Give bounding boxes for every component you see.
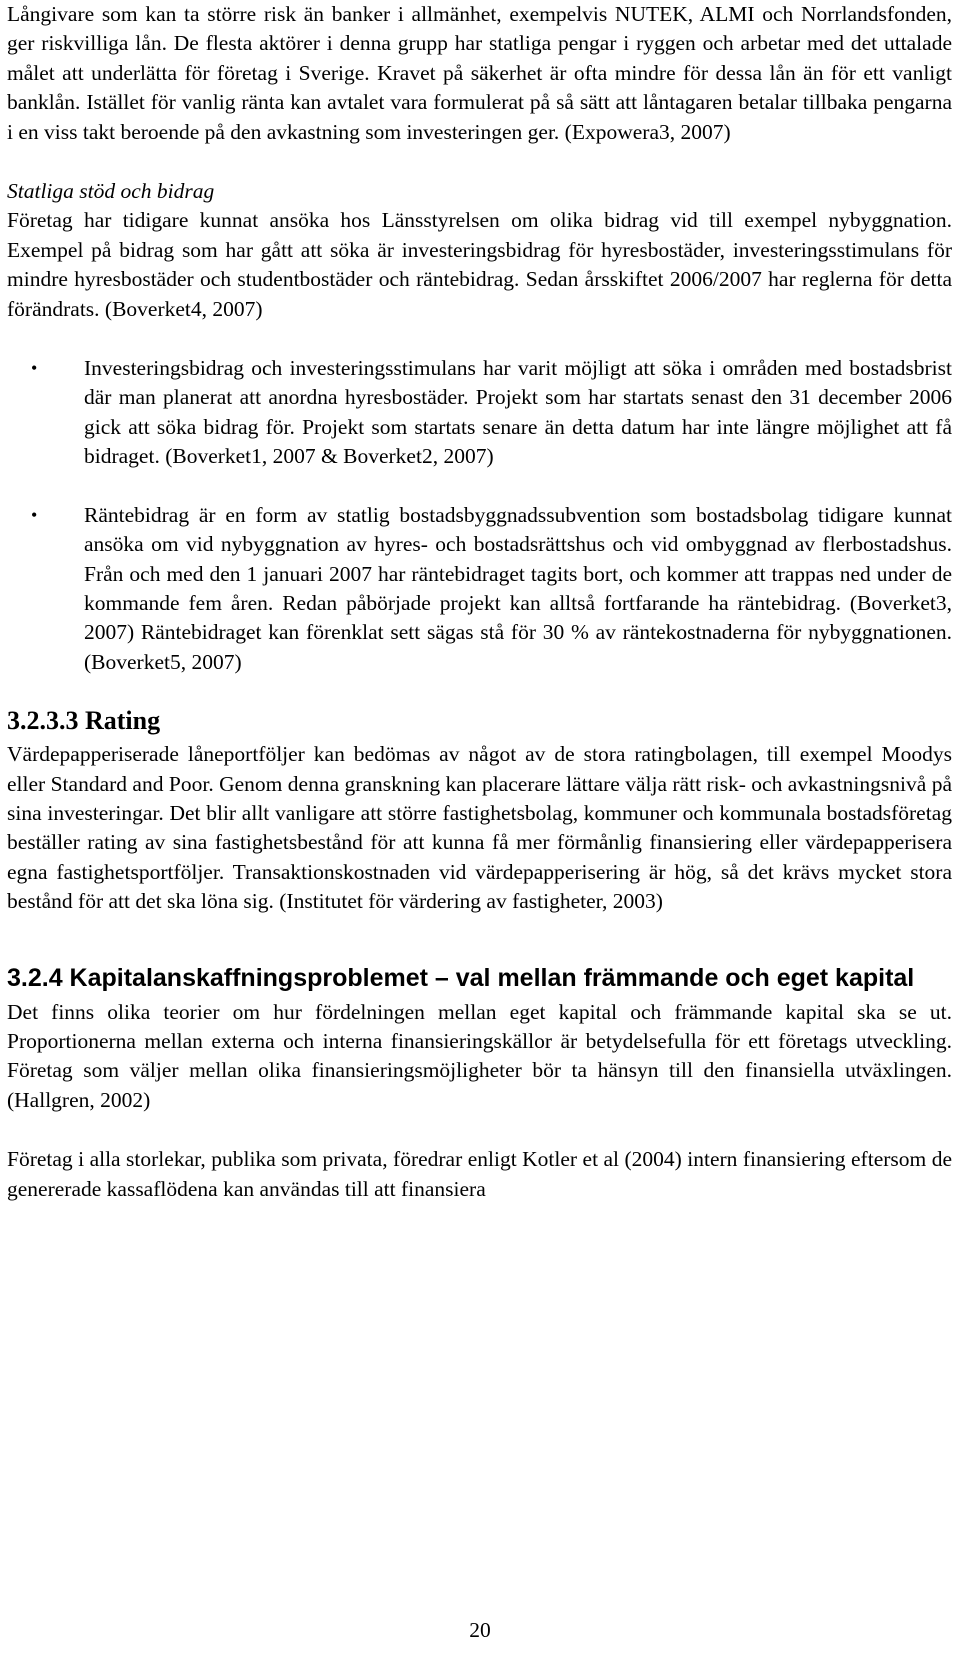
rating-paragraph: Värdepapperiserade låneportföljer kan bedömas av något av de stora ratingbolagen, till exempel Moodys eller Standard and Poor. Genom denna granskning kan placerare lättare välja rätt risk- och avkastningsnivå på sina investeringar. Det blir allt vanligare att större fastighetsbolag, kommuner och kommunala bostadsföretag beställer rating av sina fastighetsbestånd för att kunna få mer förmånlig finansiering eller värdepapperisera egna fastighetsportföljer. Transaktionskostnaden vid värdepapperisering är hög, så det krävs mycket stora bestånd för att det ska löna sig. (Institutet för värdering av fastigheter, 2003) [7,742,952,914]
intro-paragraph: Långivare som kan ta större risk än banker i allmänhet, exempelvis NUTEK, ALMI och Norrlandsfonden, ger riskvilliga lån. De flesta aktörer i denna grupp har statliga pengar i ryggen och arbetar med det uttalade målet att underlätta för företag i Sverige. Kravet på säkerhet är ofta mindre för dessa lån än för ett vanligt banklån. Istället för vanlig ränta kan avtalet vara formulerat på så sätt att låntagaren betalar tillbaka pengarna i en viss takt beroende på den avkastning som investeringen ger. (Expowera3, 2007) [7,2,952,144]
bullet-icon: • [31,504,38,525]
bullet-text: Räntebidrag är en form av statlig bostadsbyggnadssubvention som bostadsbolag tidigare kunnat ansöka om vid nybyggnation av hyres- och bostadsrättshus och vid ombyggnad av flerbostadshus. Från och med den 1 januari 2007 har räntebidraget tagits bort, och kommer att trappas ned under de kommande fem åren. Redan påbörjade projekt kan alltså fortfarande ha räntebidrag. (Boverket3, 2007) Räntebidraget kan förenklat sett sägas stå för 30 % av räntekostnaderna för nybyggnationen. (Boverket5, 2007) [84,502,952,674]
bullet-list [7,354,952,677]
bullet-text: Investeringsbidrag och investeringsstimulans har varit möjligt att söka i områden med bostadsbrist där man planerat att anordna hyresbostäder. Projekt som har startats senast den 31 december 2006 gick att söka bidrag för. Projekt som startats senare än detta datum har inte längre möjlighet att få bidraget. (Boverket1, 2007 & Boverket2, 2007) [84,356,952,469]
kapital-paragraph-2: Företag i alla storlekar, publika som privata, föredrar enligt Kotler et al (2004) intern finansiering eftersom de genererade kassaflödena kan användas till att finansiera [7,1147,952,1201]
document-page [7,0,952,1204]
bullet-icon: • [31,358,38,379]
section-heading-rating: 3.2.3.3 Rating [7,706,161,736]
subheading-statliga-stod: Statliga stöd och bidrag [7,179,215,204]
list-item [7,501,952,677]
page-number: 20 [469,1618,491,1642]
list-item [7,354,952,472]
section-heading-kapitalanskaffning: 3.2.4 Kapitalanskaffningsproblemet – val mellan främmande och eget kapital [7,963,915,992]
statliga-paragraph: Företag har tidigare kunnat ansöka hos Länsstyrelsen om olika bidrag vid till exempel nybyggnation. Exempel på bidrag som har gått att söka är investeringsbidrag för hyresbostäder, investeringsstimulans för mindre hyresbostäder och studentbostäder och räntebidrag. Sedan årsskiftet 2006/2007 har reglerna för detta förändrats. (Boverket4, 2007) [7,208,952,321]
kapital-paragraph-1: Det finns olika teorier om hur fördelningen mellan eget kapital och främmande kapital ska se ut. Proportionerna mellan externa och interna finansieringskällor är betydelsefulla för ett företags utveckling. Företag som väljer mellan olika finansieringsmöjligheter bör ta hänsyn till den finansiella utväxlingen. (Hallgren, 2002) [7,999,952,1112]
